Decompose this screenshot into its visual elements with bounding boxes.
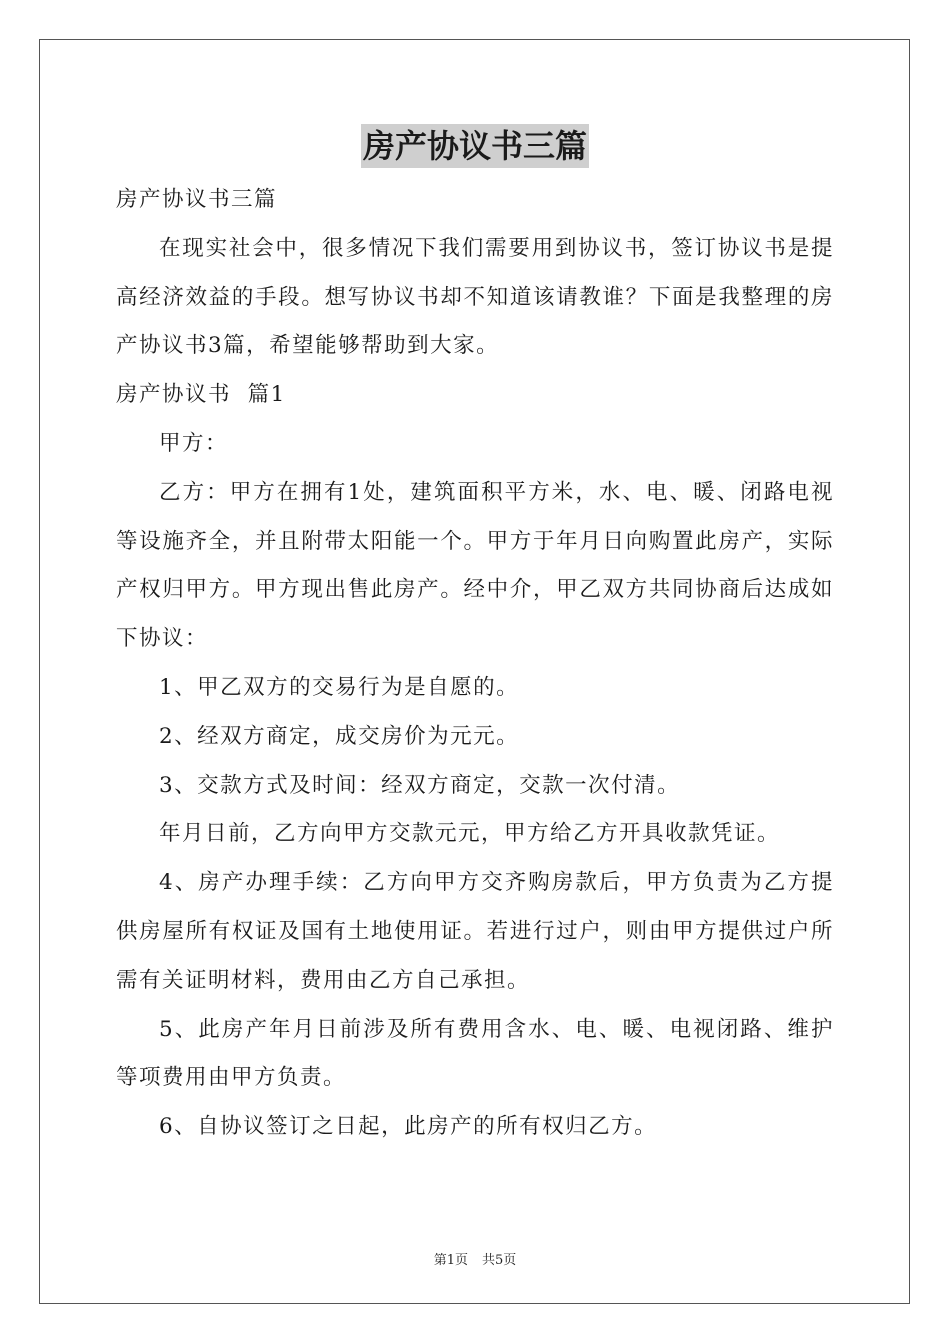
paragraph: 乙方：甲方在拥有1处，建筑面积平方米，水、电、暖、闭路电视等设施齐全，并且附带太阳能一个。甲方于年月日向购置此房产，实际产权归甲方。甲方现出售此房产。经中介，甲乙双方共同协商后达成如下协议： xyxy=(116,479,834,652)
paragraph: 5、此房产年月日前涉及所有费用含水、电、暖、电视闭路、维护等项费用由甲方负责。 xyxy=(116,1016,834,1091)
paragraph: 1、甲乙双方的交易行为是自愿的。 xyxy=(159,674,520,700)
paragraph: 房产协议书 篇1 xyxy=(116,382,286,408)
document-title: 房产协议书三篇 xyxy=(361,124,589,168)
document-body xyxy=(116,176,834,1152)
paragraph: 房产协议书三篇 xyxy=(116,187,278,212)
paragraph: 在现实社会中，很多情况下我们需要用到协议书，签订协议书是提高经济效益的手段。想写协议书却不知道该请教谁？下面是我整理的房产协议书3篇，希望能够帮助到大家。 xyxy=(116,235,834,359)
paragraph: 2、经双方商定，成交房价为元元。 xyxy=(159,723,520,749)
page-footer xyxy=(0,1249,950,1268)
page-total: 共5页 xyxy=(482,1253,517,1268)
page-number: 第1页 xyxy=(433,1253,468,1268)
paragraph: 6、自协议签订之日起，此房产的所有权归乙方。 xyxy=(159,1114,658,1140)
paragraph: 4、房产办理手续：乙方向甲方交齐购房款后，甲方负责为乙方提供房屋所有权证及国有土地使用证。若进行过户，则由甲方提供过户所需有关证明材料，费用由乙方自己承担。 xyxy=(116,870,834,993)
paragraph: 年月日前，乙方向甲方交款元元，甲方给乙方开具收款凭证。 xyxy=(159,821,781,847)
paragraph: 3、交款方式及时间：经双方商定，交款一次付清。 xyxy=(159,772,681,798)
paragraph: 甲方： xyxy=(159,430,229,456)
title-wrap xyxy=(0,124,950,168)
